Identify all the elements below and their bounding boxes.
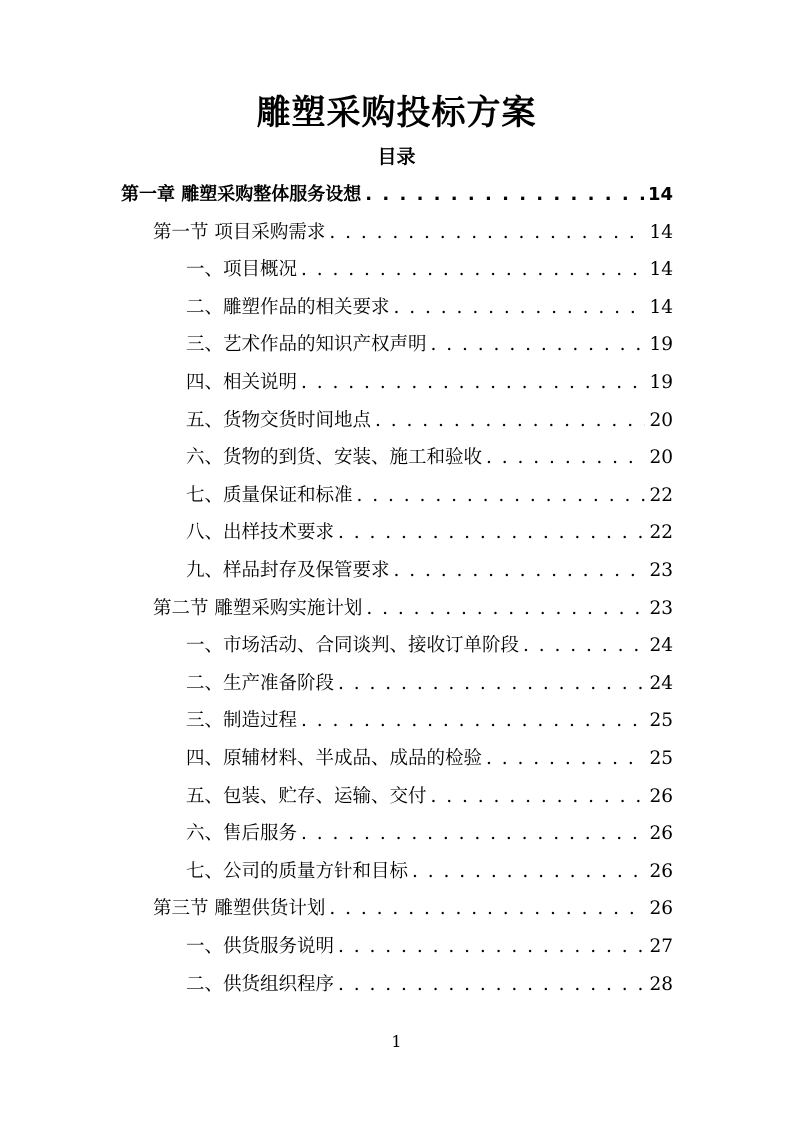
toc-entry[interactable] <box>186 364 673 402</box>
toc-entry[interactable] <box>186 326 673 364</box>
toc-entry[interactable] <box>186 702 673 740</box>
toc-entry[interactable] <box>186 477 673 515</box>
toc-entry[interactable] <box>186 552 673 590</box>
toc-entry[interactable] <box>153 214 673 252</box>
toc-entry[interactable] <box>186 665 673 703</box>
toc-dot-leader <box>394 289 646 327</box>
toc-entry-page: 24 <box>649 672 673 694</box>
toc-entry-label: 三、艺术作品的知识产权声明 <box>186 334 427 356</box>
toc-entry[interactable] <box>186 853 673 891</box>
toc-entry-page: 27 <box>649 936 673 957</box>
toc-dot-leader <box>301 364 645 402</box>
toc-entry-page: 26 <box>649 823 673 845</box>
toc-dot-leader <box>365 176 644 214</box>
toc-entry-label: 一、市场活动、合同谈判、接收订单阶段 <box>186 635 520 657</box>
toc-entry[interactable] <box>186 514 673 552</box>
toc-dot-leader <box>366 590 645 628</box>
toc-entry-label: 六、售后服务 <box>186 823 298 845</box>
toc-entry-label: 九、样品封存及保管要求 <box>186 560 390 581</box>
toc-dot-leader <box>431 326 646 364</box>
document-title: 雕塑采购投标方案 <box>256 93 537 133</box>
toc-dot-leader <box>431 778 646 816</box>
toc-entry-page: 20 <box>649 409 673 431</box>
toc-entry-page: 25 <box>649 748 673 769</box>
toc-entry-page: 14 <box>649 259 673 281</box>
toc-heading: 目录 <box>377 146 416 168</box>
toc-entry-page: 25 <box>649 710 673 732</box>
toc-entry-label: 四、相关说明 <box>186 372 298 393</box>
toc-entry[interactable] <box>186 289 673 327</box>
toc-dot-leader <box>394 552 646 590</box>
toc-entry[interactable] <box>186 251 673 289</box>
toc-dot-leader <box>412 853 645 891</box>
toc-dot-leader <box>301 702 645 740</box>
toc-dot-leader <box>338 966 645 1004</box>
page-number: 1 <box>391 1032 402 1051</box>
toc-entry[interactable] <box>186 439 673 477</box>
toc-entry[interactable] <box>186 402 673 440</box>
toc-entry-page: 23 <box>649 597 673 619</box>
toc-entry-page: 23 <box>649 560 673 581</box>
toc-entry[interactable] <box>186 928 673 966</box>
toc-dot-leader <box>301 251 645 289</box>
toc-dot-leader <box>338 665 645 703</box>
toc-entry[interactable] <box>186 740 673 778</box>
toc-entry-label: 第二节 雕塑采购实施计划 <box>153 597 363 619</box>
toc-entry-page: 26 <box>649 785 673 807</box>
toc-entry-label: 七、公司的质量方针和目标 <box>186 860 409 882</box>
toc-dot-leader <box>375 402 645 440</box>
toc-entry-label: 一、项目概况 <box>186 259 298 281</box>
toc-entry-page: 26 <box>649 860 673 882</box>
toc-entry-label: 七、质量保证和标准 <box>186 484 353 506</box>
toc-entry-label: 五、包装、贮存、运输、交付 <box>186 785 427 807</box>
toc-entry-page: 14 <box>649 221 673 243</box>
toc-entry-label: 三、制造过程 <box>186 710 298 732</box>
toc-entry[interactable] <box>186 966 673 1004</box>
toc-dot-leader <box>301 815 645 853</box>
toc-entry[interactable] <box>186 778 673 816</box>
toc-entry[interactable] <box>186 815 673 853</box>
toc-entry-page: 14 <box>647 184 673 205</box>
toc-entry-label: 五、货物交货时间地点 <box>186 409 372 431</box>
toc-entry[interactable] <box>153 890 673 928</box>
toc-dot-leader <box>523 627 645 665</box>
toc-entry-page: 24 <box>649 635 673 657</box>
toc-entry-page: 19 <box>649 372 673 393</box>
toc-entry-page: 14 <box>649 296 673 318</box>
toc-dot-leader <box>486 740 645 778</box>
toc-entry[interactable] <box>121 176 673 214</box>
toc-entry-label: 一、供货服务说明 <box>186 936 335 957</box>
toc-entry-label: 第一节 项目采购需求 <box>153 221 326 243</box>
toc-entry-label: 二、生产准备阶段 <box>186 672 335 694</box>
toc-dot-leader <box>338 514 645 552</box>
toc-entry-page: 22 <box>649 484 673 506</box>
toc-entry-label: 二、供货组织程序 <box>186 973 335 995</box>
toc-entry-label: 八、出样技术要求 <box>186 522 335 544</box>
toc-entry-page: 26 <box>649 898 673 920</box>
toc-entry-label: 第三节 雕塑供货计划 <box>153 898 326 920</box>
toc-entry-page: 20 <box>649 447 673 469</box>
toc-entry[interactable] <box>186 627 673 665</box>
toc-entry-label: 第一章 雕塑采购整体服务设想 <box>121 184 362 205</box>
toc-entry-page: 28 <box>649 973 673 995</box>
toc-dot-leader <box>329 890 645 928</box>
toc-dot-leader <box>329 214 645 252</box>
toc-entry-label: 四、原辅材料、半成品、成品的检验 <box>186 748 483 769</box>
toc-dot-leader <box>486 439 645 477</box>
toc-entry[interactable] <box>153 590 673 628</box>
toc-entry-page: 19 <box>649 334 673 356</box>
toc-dot-leader <box>338 928 645 966</box>
toc-entry-page: 22 <box>649 522 673 544</box>
toc-entry-label: 二、雕塑作品的相关要求 <box>186 296 390 318</box>
toc-entry-label: 六、货物的到货、安装、施工和验收 <box>186 447 483 469</box>
toc-dot-leader <box>357 477 646 515</box>
